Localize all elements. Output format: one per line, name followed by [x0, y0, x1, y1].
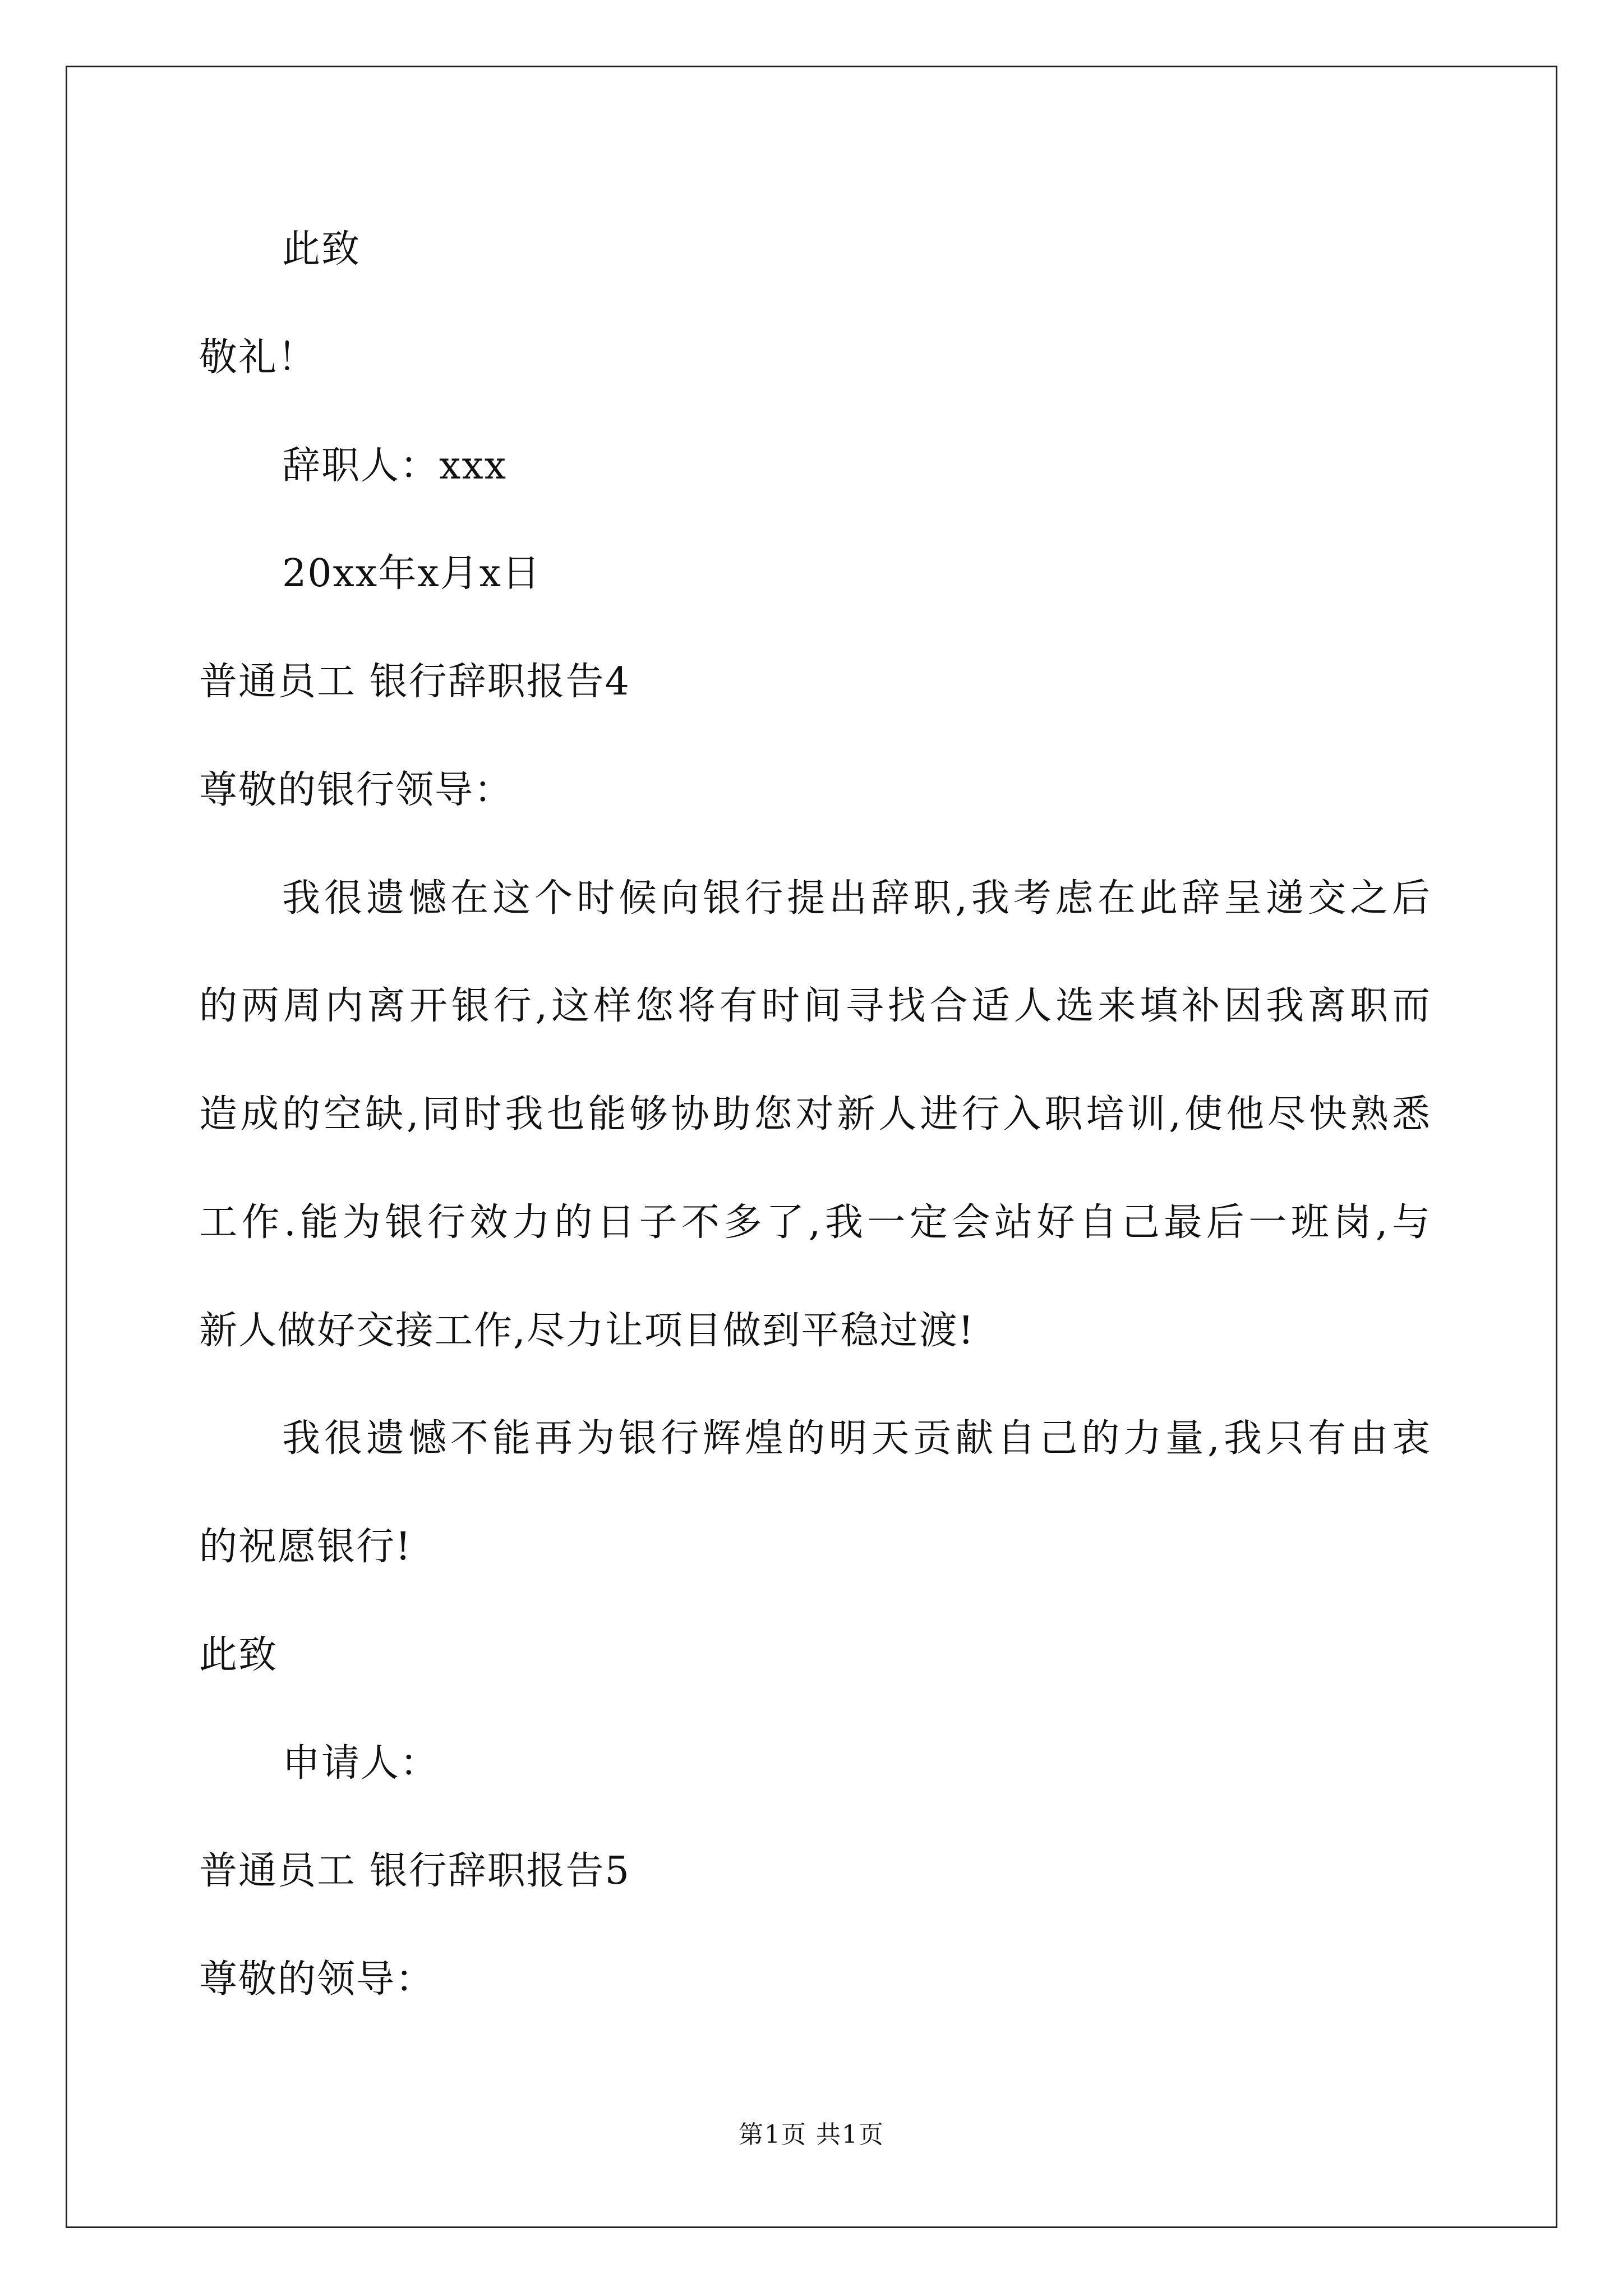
- closing-regards: 敬礼！: [199, 335, 317, 380]
- closing-salutation: 此致: [282, 227, 361, 272]
- resigner-signature: 辞职人：xxx: [282, 444, 508, 488]
- signature-date: 20xx年x月x日: [282, 551, 541, 596]
- section-title-5: 普通员工 银行辞职报告5: [199, 1849, 630, 1893]
- applicant-signature: 申请人：: [282, 1741, 440, 1786]
- greeting-4: 尊敬的银行领导：: [199, 768, 514, 812]
- paragraph-line: 我很遗憾在这个时候向银行提出辞职,我考虑在此辞呈递交之后: [282, 876, 1430, 921]
- paragraph-line: 造成的空缺,同时我也能够协助您对新人进行入职培训,使他尽快熟悉: [199, 1092, 1430, 1137]
- paragraph-line: 工作.能为银行效力的日子不多了,我一定会站好自己最后一班岗,与: [199, 1200, 1430, 1245]
- paragraph-line: 我很遗憾不能再为银行辉煌的明天贡献自己的力量,我只有由衷: [282, 1416, 1430, 1461]
- section-title-4: 普通员工 银行辞职报告4: [199, 660, 630, 704]
- closing-salutation-4: 此致: [199, 1633, 278, 1677]
- paragraph-line: 新人做好交接工作,尽力让项目做到平稳过渡!: [199, 1309, 975, 1353]
- paragraph-line: 的两周内离开银行,这样您将有时间寻找合适人选来填补因我离职而: [199, 984, 1430, 1028]
- page-number-footer: 第1页 共1页: [739, 2120, 884, 2149]
- paragraph-line: 的祝愿银行!: [199, 1525, 412, 1569]
- page-border: [66, 66, 1557, 2228]
- greeting-5: 尊敬的领导：: [199, 1957, 435, 2001]
